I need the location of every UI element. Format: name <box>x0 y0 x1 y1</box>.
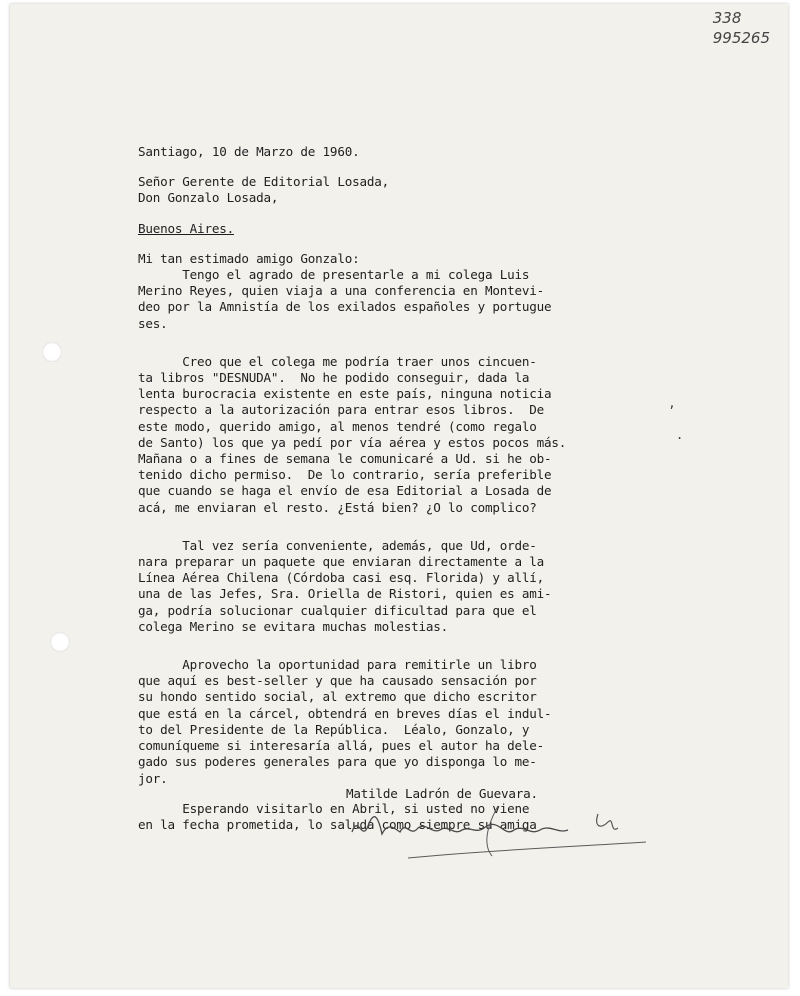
text-line: que está en la cárcel, obtendrá en breves días el indul- <box>138 705 552 721</box>
margin-tick: ʼ <box>668 404 676 418</box>
letter-body <box>138 144 678 833</box>
text-line: jor. <box>138 770 168 786</box>
paragraph-1 <box>138 267 678 332</box>
text-line: colega Merino se evitara muchas molestias. <box>138 618 449 634</box>
text-line: to del Presidente de la República. Léalo, Gonzalo, y <box>138 721 530 737</box>
text-line: Mañana o a fines de semana le comunicaré a Ud. si he ob- <box>138 451 552 467</box>
text-line: gado sus poderes generales para que yo disponga lo me- <box>138 754 537 770</box>
text-line: tenido dicho permiso. De lo contrario, sería preferible <box>138 467 552 483</box>
text-line: ses. <box>138 315 168 331</box>
text-line: de Santo) los que ya pedí por vía aérea y estos pocos más. <box>138 434 567 450</box>
text-line: una de las Jefes, Sra. Oriella de Ristori, quien es ami- <box>138 586 552 602</box>
text-line: Tal vez sería conveniente, además, que Ud, orde- <box>138 537 537 553</box>
punch-hole-top <box>42 342 62 362</box>
archive-number <box>713 8 770 48</box>
letter-date: Santiago, 10 de Marzo de 1960. <box>138 144 360 159</box>
text-line: ta libros "DESNUDA". No he podido conseguir, dada la <box>138 370 530 386</box>
text-line: respecto a la autorización para entrar esos libros. De <box>138 402 545 418</box>
text-line: Esperando visitarlo en Abril, si usted no viene <box>138 800 530 816</box>
paragraph-3 <box>138 538 678 635</box>
text-line: lenta burocracia existente en este país, ninguna noticia <box>138 386 552 402</box>
text-line: en la fecha prometida, lo saluda como siempre su amiga <box>138 816 537 832</box>
salutation: Mi tan estimado amigo Gonzalo: <box>138 250 360 266</box>
typed-signature: Matilde Ladrón de Guevara. <box>346 786 538 801</box>
text-line: deo por la Amnistía de los exilados españoles y portugue <box>138 299 552 315</box>
text-line: nara preparar un paquete que enviaran directamente a la <box>138 554 545 570</box>
archive-number-1: 338 <box>712 9 742 27</box>
text-line: Tengo el agrado de presentarle a mi colega Luis <box>138 267 530 283</box>
letter-city: Buenos Aires. <box>138 220 234 236</box>
archive-number-2: 995265 <box>712 29 770 47</box>
text-line: que aquí es best-seller y que ha causado sensación por <box>138 673 537 689</box>
text-line: ga, podría solucionar cualquier dificultad para que el <box>138 602 537 618</box>
text-line: Merino Reyes, quien viaja a una conferencia en Montevi- <box>138 283 545 299</box>
paragraph-2 <box>138 354 678 516</box>
text-line: su hondo sentido social, al extremo que dicho escritor <box>138 689 537 705</box>
handwritten-signature <box>348 804 648 864</box>
paragraph-4 <box>138 657 678 787</box>
margin-tick: . <box>676 428 684 442</box>
addressee-line: Señor Gerente de Editorial Losada, <box>138 174 389 190</box>
punch-hole-bottom <box>50 632 70 652</box>
addressee-line: Don Gonzalo Losada, <box>138 190 279 206</box>
text-line: que cuando se haga el envío de esa Editorial a Losada de <box>138 483 552 499</box>
text-line: acá, me enviaran el resto. ¿Está bien? ¿O lo complico? <box>138 499 537 515</box>
text-line: Aprovecho la oportunidad para remitirle un libro <box>138 657 537 673</box>
text-line: Creo que el colega me podría traer unos cincuen- <box>138 353 537 369</box>
text-line: Línea Aérea Chilena (Córdoba casi esq. Florida) y allí, <box>138 570 545 586</box>
text-line: este modo, querido amigo, al menos tendré (como regalo <box>138 418 537 434</box>
text-line: comuníqueme si interesaría allá, pues el autor ha dele- <box>138 738 545 754</box>
